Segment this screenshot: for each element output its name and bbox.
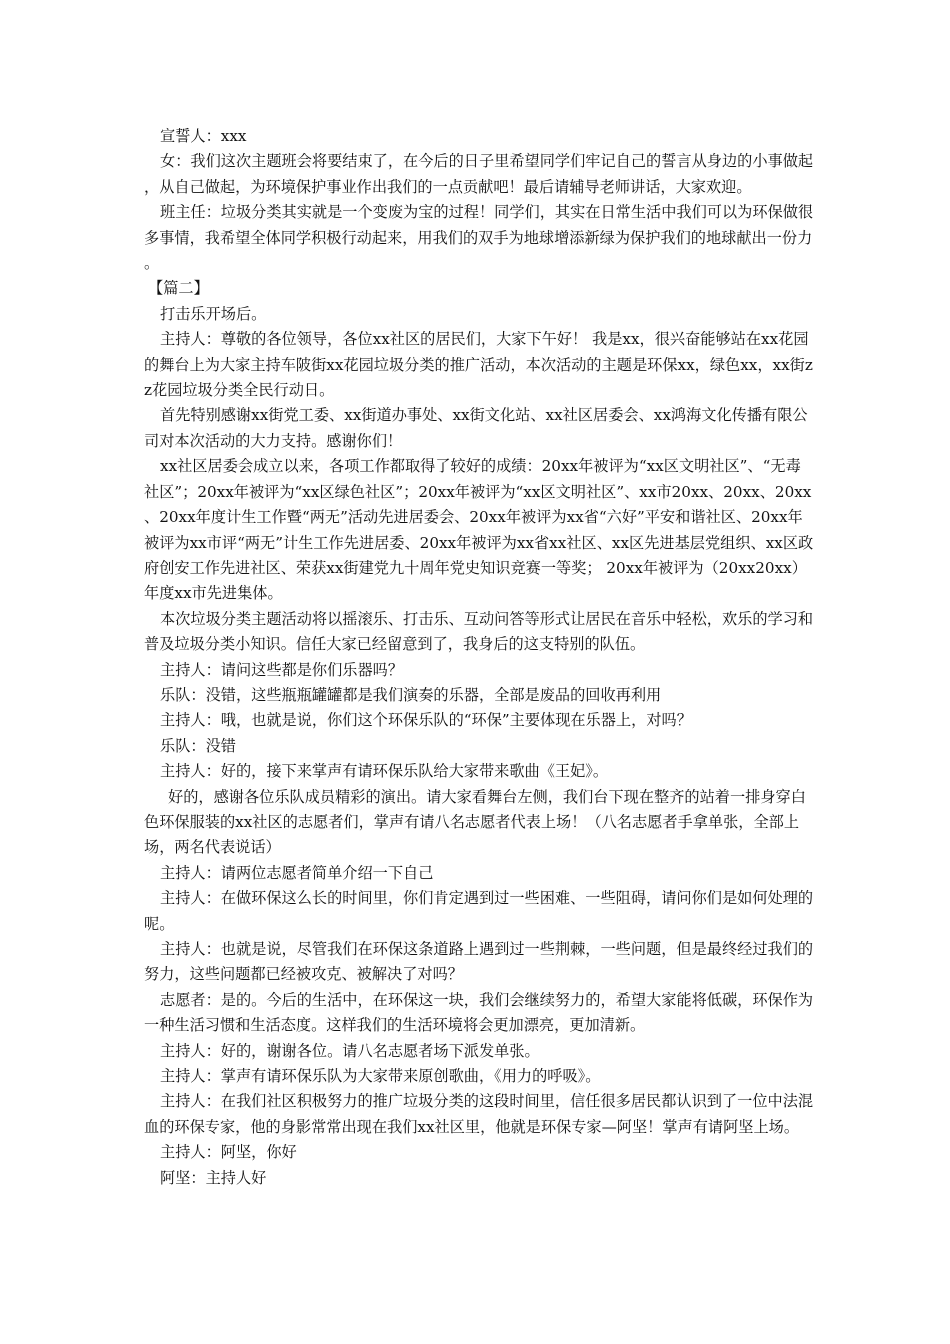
- dialogue-line: 乐队：没错，这些瓶瓶罐罐都是我们演奏的乐器，全部是废品的回收再利用: [160, 685, 662, 704]
- paragraph-girl-closing: 女：我们这次主题班会将要结束了，在今后的日子里希望同学们牢记自己的誓言从身边的小事做起，从自己做起，为环境保护事业作出我们的一点贡献吧！最后请辅导老师讲话，大家欢迎。: [144, 152, 814, 196]
- dialogue-line: 志愿者：是的。今后的生活中，在环保这一块，我们会继续努力的，希望大家能将低碳，环保作为一种生活习惯和生活态度。这样我们的生活环境将会更加漂亮，更加清新。: [144, 990, 814, 1035]
- section-heading: 【篇二】: [148, 279, 209, 298]
- dialogue-line: 主持人：好的，谢谢各位。请八名志愿者场下派发单张。: [160, 1041, 540, 1060]
- paragraph-head-teacher: 班主任：垃圾分类其实就是一个变废为宝的过程！同学们，其实在日常生活中我们可以为环保做很多事情，我希望全体同学积极行动起来，用我们的双手为地球增添新绿为保护我们的地球献出一份力。: [144, 203, 814, 273]
- dialogue-line: 主持人：在我们社区积极努力的推广垃圾分类的这段时间里，信任很多居民都认识到了一位中法混血的环保专家，他的身影常常出现在我们xx社区里，他就是环保专家—阿坚！掌声有请阿坚上场。: [144, 1092, 814, 1136]
- dialogue-line: 主持人：在做环保这么长的时间里，你们肯定遇到过一些困难、一些阻碍，请问你们是如何处理的呢。: [144, 889, 814, 933]
- dialogue-line: 主持人：哦，也就是说，你们这个环保乐队的“环保”主要体现在乐器上，对吗？: [160, 711, 692, 730]
- dialogue-line: 主持人：请两位志愿者简单介绍一下自己: [160, 863, 434, 882]
- dialogue-line: 主持人：请问这些都是你们乐器吗？: [160, 660, 403, 679]
- paragraph-achievements: xx社区居委会成立以来，各项工作都取得了较好的成绩：20xx年被评为“xx区文明社区”、“无毒社区”；20xx年被评为“xx区绿色社区”；20xx年被评为“xx区文明社区”、xx市20xx、20xx、20xx、20xx年度计生工作暨“两无”活动先进居委会、20xx年被评为xx省“六好”平安和谐社区、20xx年被评为xx市评“两无”计生工作先进居委、20xx年被评为xx省xx社区、xx区先进基层党组织、xx区政府创安工作先进社区、荣获xx街建党九十周年党史知识竞赛一等奖； 20xx年被评为（20xx20xx）年度xx市先进集体。: [144, 457, 814, 603]
- paragraph-percussion-opening: 打击乐开场后。: [160, 304, 267, 323]
- dialogue-line: 主持人：掌声有请环保乐队为大家带来原创歌曲，《用力的呼吸》。: [160, 1067, 601, 1086]
- paragraph-thanks: 首先特别感谢xx街党工委、xx街道办事处、xx街文化站、xx社区居委会、xx鸿海文化传播有限公司对本次活动的大力支持。感谢你们！: [144, 406, 808, 450]
- paragraph-oath-taker: 宣誓人：xxx: [160, 127, 247, 145]
- document-body: [144, 124, 814, 1191]
- paragraph-activity-intro: 本次垃圾分类主题活动将以摇滚乐、打击乐、互动问答等形式让居民在音乐中轻松，欢乐的学习和普及垃圾分类小知识。信任大家已经留意到了，我身后的这支特别的队伍。: [144, 609, 814, 654]
- dialogue-line: 主持人：也就是说，尽管我们在环保这条道路上遇到过一些荆棘，一些问题，但是最终经过我们的努力，这些问题都已经被攻克、被解决了对吗？: [144, 940, 814, 984]
- dialogue-line: 主持人：阿坚，你好: [160, 1143, 297, 1162]
- dialogue-line: 主持人：好的，接下来掌声有请环保乐队给大家带来歌曲《王妃》。: [160, 762, 609, 781]
- dialogue-line: 乐队：没错: [160, 736, 236, 755]
- paragraph-host-welcome: 主持人：尊敬的各位领导，各位xx社区的居民们，大家下午好！ 我是xx，很兴奋能够站在xx花园的舞台上为大家主持车陂街xx花园垃圾分类的推广活动，本次活动的主题是环保xx，绿色xx，xx街zz花园垃圾分类全民行动日。: [144, 330, 813, 400]
- paragraph-volunteers-intro: 好的，感谢各位乐队成员精彩的演出。请大家看舞台左侧，我们台下现在整齐的站着一排身穿白色环保服装的xx社区的志愿者们，掌声有请八名志愿者代表上场！（八名志愿者手拿单张，全部上场，两名代表说话）: [144, 787, 806, 857]
- dialogue-line: 阿坚：主持人好: [160, 1168, 267, 1187]
